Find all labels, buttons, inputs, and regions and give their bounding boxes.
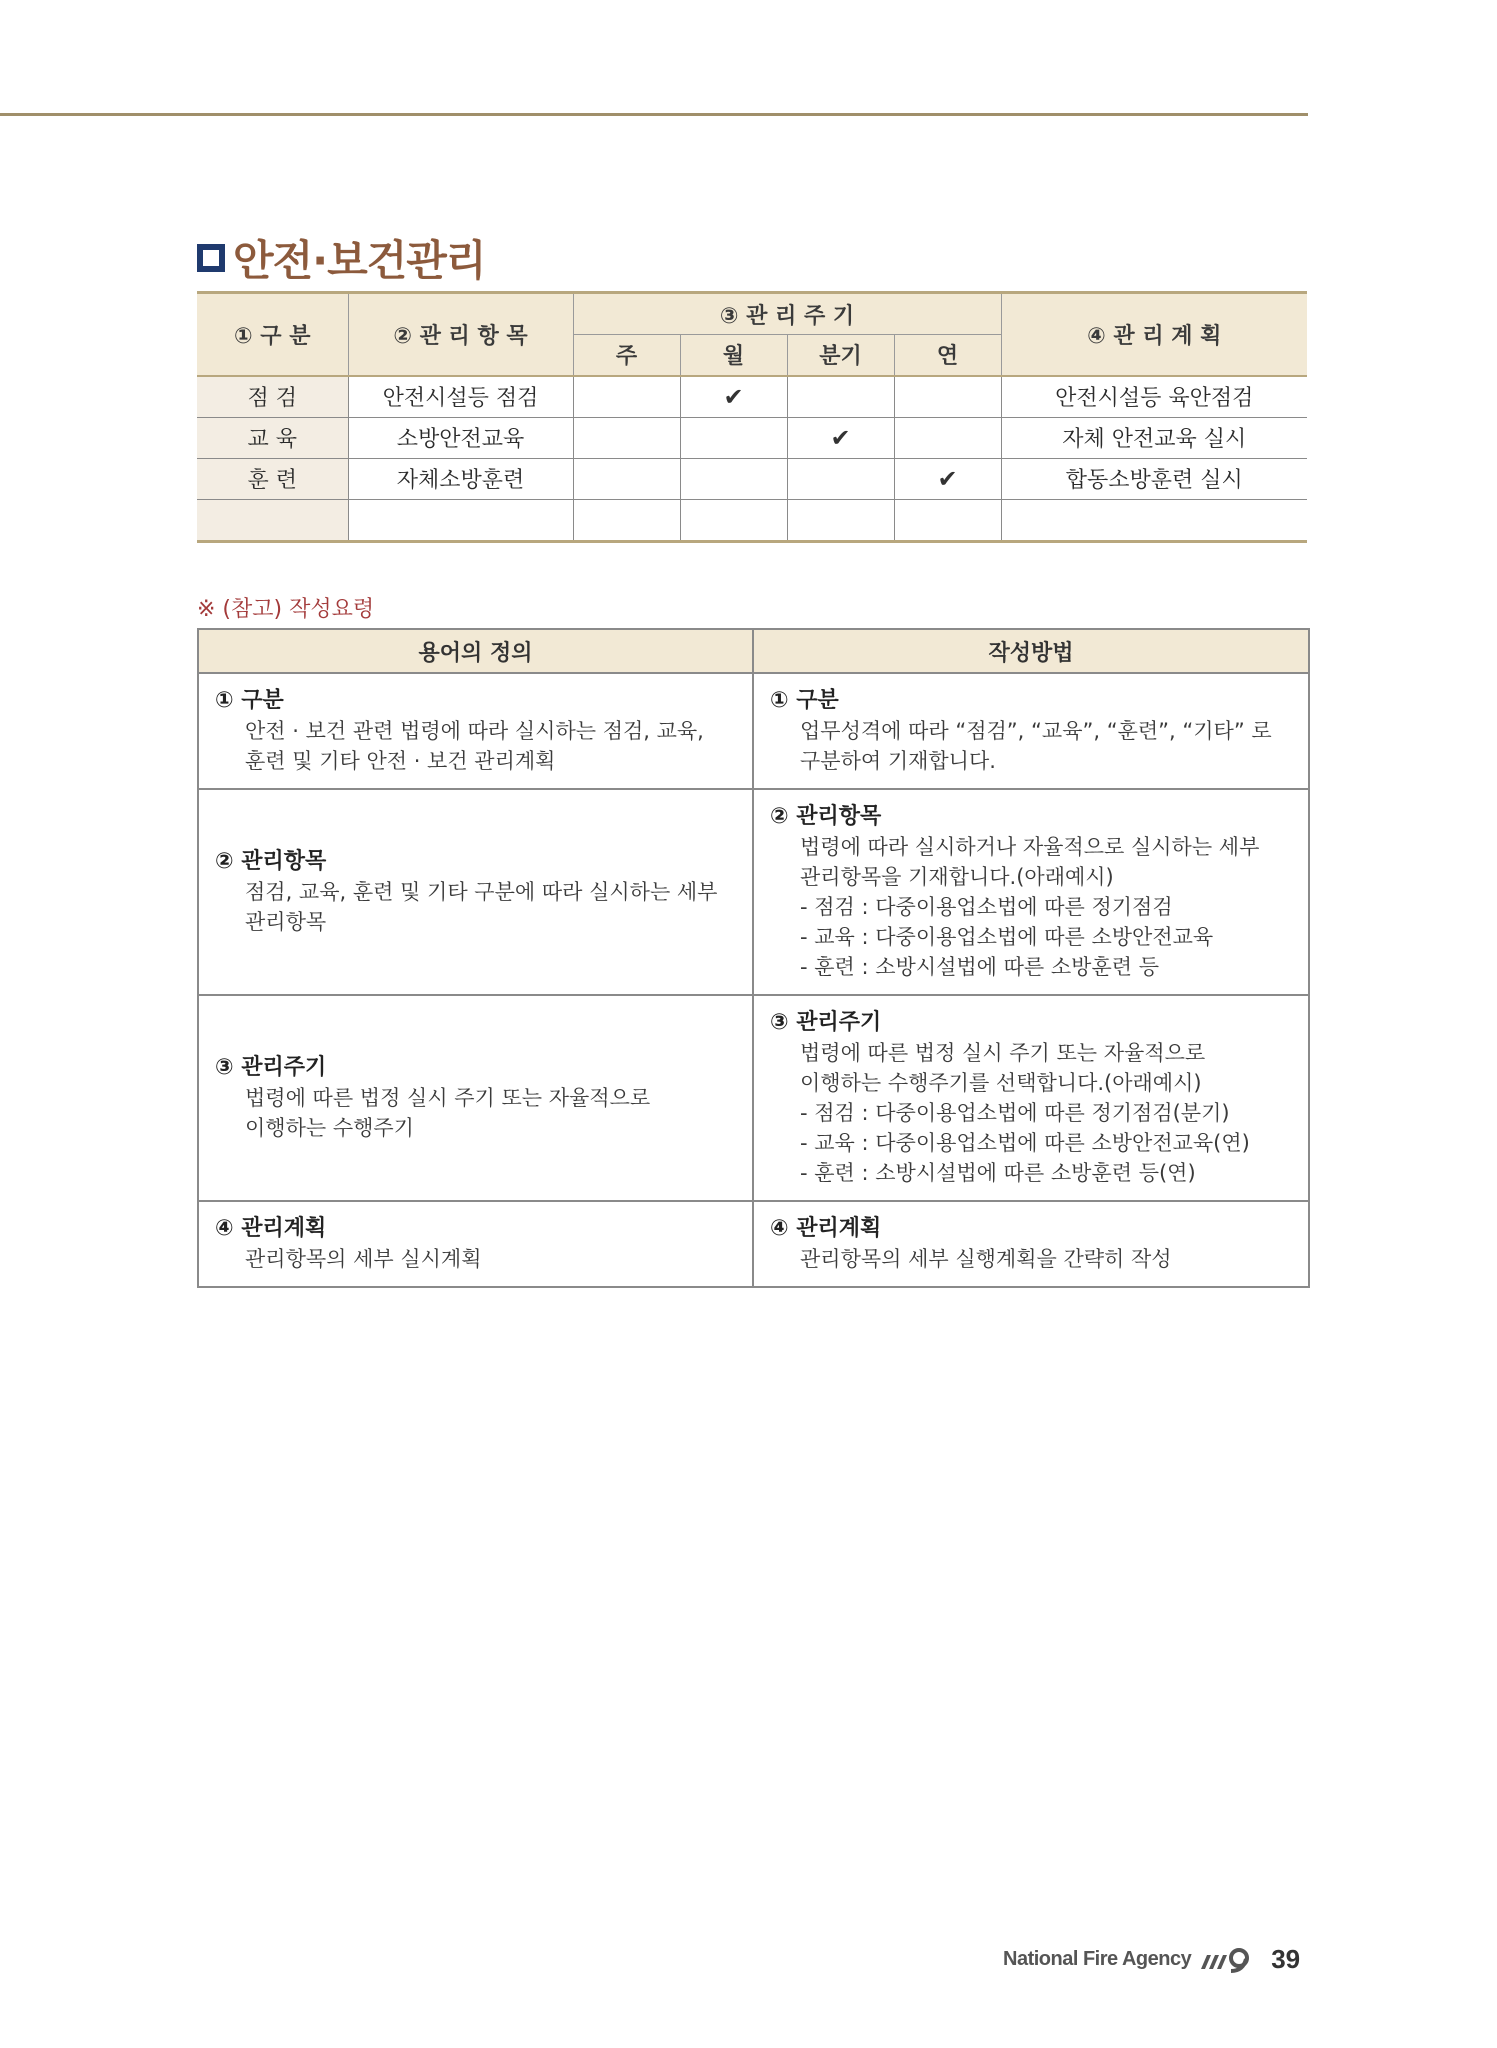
reference-method-cell bbox=[753, 995, 1309, 1201]
cycle-cell-month bbox=[680, 499, 787, 541]
cycle-cell-month bbox=[680, 458, 787, 499]
reference-item-line: 관리항목의 세부 실행계획을 간략히 작성 bbox=[800, 1247, 1172, 1271]
reference-item-line: 법령에 따른 법정 실시 주기 또는 자율적으로 bbox=[245, 1086, 651, 1110]
header-cycle-week: 주 bbox=[573, 335, 680, 376]
reference-item-line: 안전 · 보건 관련 법령에 따라 실시하는 점검, 교육, bbox=[245, 719, 704, 743]
header-cycle-year: 연 bbox=[894, 335, 1001, 376]
page-number: 39 bbox=[1271, 1944, 1301, 1974]
reference-item-title: ② 관리항목 bbox=[770, 804, 882, 829]
reference-item-title: ① 구분 bbox=[215, 688, 284, 713]
cycle-cell-week bbox=[573, 499, 680, 541]
row-item: 소방안전교육 bbox=[348, 417, 573, 458]
table-row bbox=[197, 417, 1307, 458]
cycle-cell-year bbox=[894, 458, 1001, 499]
header-plan: ④ 관 리 계 획 bbox=[1001, 293, 1307, 376]
reference-row bbox=[198, 789, 1309, 995]
header-item: ② 관 리 항 목 bbox=[348, 293, 573, 376]
table-row bbox=[197, 499, 1307, 541]
footer bbox=[1003, 1944, 1300, 1975]
header-cycle-month: 월 bbox=[680, 335, 787, 376]
check-icon: ✔ bbox=[830, 423, 851, 452]
reference-definition-cell bbox=[198, 673, 753, 789]
reference-note: ※ (참고) 작성요령 bbox=[197, 597, 375, 622]
section-header bbox=[197, 228, 485, 288]
row-item: 자체소방훈련 bbox=[348, 458, 573, 499]
reference-item-title: ② 관리항목 bbox=[215, 849, 327, 874]
reference-row bbox=[198, 1201, 1309, 1287]
cycle-cell-week bbox=[573, 417, 680, 458]
reference-item-line: - 교육 : 다중이용업소법에 따른 소방안전교육 bbox=[800, 925, 1214, 949]
reference-item-line: 법령에 따른 법정 실시 주기 또는 자율적으로 bbox=[800, 1041, 1206, 1065]
table-row bbox=[197, 458, 1307, 499]
row-category: 점 검 bbox=[197, 376, 348, 418]
reference-method-cell bbox=[753, 673, 1309, 789]
reference-item-line: 이행하는 수행주기를 선택합니다.(아래예시) bbox=[800, 1071, 1202, 1095]
reference-item-line: - 점검 : 다중이용업소법에 따른 정기점검 bbox=[800, 895, 1173, 919]
cycle-cell-quarter bbox=[787, 376, 894, 418]
row-category: 교 육 bbox=[197, 417, 348, 458]
reference-definition-cell bbox=[198, 789, 753, 995]
reference-item-line: - 점검 : 다중이용업소법에 따른 정기점검(분기) bbox=[800, 1101, 1230, 1125]
reference-method-cell bbox=[753, 789, 1309, 995]
cycle-cell-quarter bbox=[787, 458, 894, 499]
reference-item-line: 이행하는 수행주기 bbox=[245, 1116, 414, 1140]
reference-item-line: 점검, 교육, 훈련 및 기타 구분에 따라 실시하는 세부 bbox=[245, 880, 718, 904]
check-icon: ✔ bbox=[937, 464, 958, 493]
cycle-cell-month bbox=[680, 376, 787, 418]
reference-item-line: 관리항목의 세부 실시계획 bbox=[245, 1247, 482, 1271]
cycle-cell-quarter bbox=[787, 417, 894, 458]
table-row bbox=[197, 376, 1307, 418]
reference-item-title: ④ 관리계획 bbox=[770, 1216, 882, 1241]
cycle-cell-week bbox=[573, 376, 680, 418]
check-icon: ✔ bbox=[723, 382, 744, 411]
reference-item-title: ③ 관리주기 bbox=[770, 1010, 882, 1035]
reference-row bbox=[198, 673, 1309, 789]
header-definition: 용어의 정의 bbox=[198, 629, 753, 673]
reference-item-line: - 훈련 : 소방시설법에 따른 소방훈련 등(연) bbox=[800, 1161, 1196, 1185]
cycle-cell-week bbox=[573, 458, 680, 499]
reference-item-line: 법령에 따라 실시하거나 자율적으로 실시하는 세부 bbox=[800, 835, 1260, 859]
reference-item-title: ③ 관리주기 bbox=[215, 1055, 327, 1080]
reference-item-line: 관리항목 bbox=[245, 910, 327, 934]
cycle-cell-year bbox=[894, 499, 1001, 541]
cycle-cell-year bbox=[894, 417, 1001, 458]
reference-item-line: - 훈련 : 소방시설법에 따른 소방훈련 등 bbox=[800, 955, 1159, 979]
reference-item-line: 구분하여 기재합니다. bbox=[800, 749, 996, 773]
header-method: 작성방법 bbox=[753, 629, 1309, 673]
row-plan bbox=[1001, 499, 1307, 541]
safety-management-table bbox=[197, 291, 1307, 543]
cycle-cell-year bbox=[894, 376, 1001, 418]
row-item: 안전시설등 점검 bbox=[348, 376, 573, 418]
reference-definition-cell bbox=[198, 995, 753, 1201]
cycle-cell-quarter bbox=[787, 499, 894, 541]
reference-method-cell bbox=[753, 1201, 1309, 1287]
agency-logo-icon bbox=[1197, 1947, 1253, 1973]
row-category bbox=[197, 499, 348, 541]
reference-table bbox=[197, 628, 1310, 1288]
header-cycle-quarter: 분기 bbox=[787, 335, 894, 376]
reference-row bbox=[198, 995, 1309, 1201]
row-plan: 안전시설등 육안점검 bbox=[1001, 376, 1307, 418]
header-category: ① 구 분 bbox=[197, 293, 348, 376]
reference-item-title: ① 구분 bbox=[770, 688, 839, 713]
reference-definition-cell bbox=[198, 1201, 753, 1287]
reference-item-line: 훈련 및 기타 안전 · 보건 관리계획 bbox=[245, 749, 556, 773]
row-plan: 자체 안전교육 실시 bbox=[1001, 417, 1307, 458]
square-bullet-icon bbox=[197, 244, 225, 272]
header-cycle: ③ 관 리 주 기 bbox=[573, 293, 1001, 335]
row-category: 훈 련 bbox=[197, 458, 348, 499]
reference-item-line: 관리항목을 기재합니다.(아래예시) bbox=[800, 865, 1114, 889]
reference-item-line: - 교육 : 다중이용업소법에 따른 소방안전교육(연) bbox=[800, 1131, 1250, 1155]
footer-brand: National Fire Agency bbox=[1003, 1948, 1192, 1970]
row-item bbox=[348, 499, 573, 541]
top-rule bbox=[0, 113, 1308, 116]
row-plan: 합동소방훈련 실시 bbox=[1001, 458, 1307, 499]
cycle-cell-month bbox=[680, 417, 787, 458]
reference-item-title: ④ 관리계획 bbox=[215, 1216, 327, 1241]
section-title: 안전·보건관리 bbox=[233, 236, 486, 285]
reference-item-line: 업무성격에 따라 “점검”, “교육”, “훈련”, “기타” 로 bbox=[800, 719, 1272, 743]
